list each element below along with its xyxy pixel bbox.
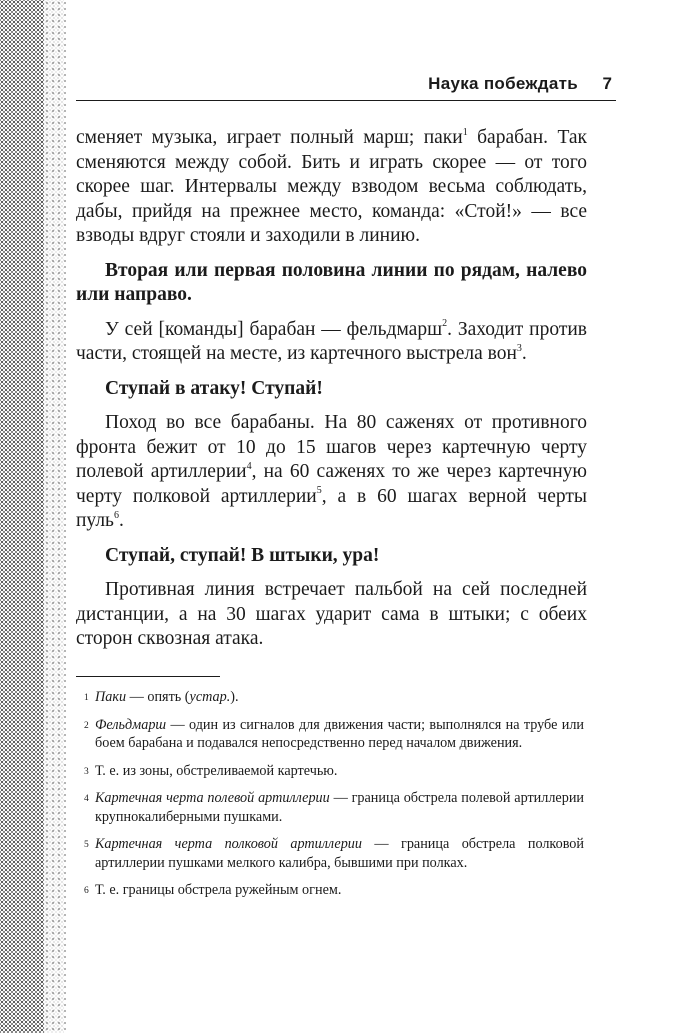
paragraph-1 [76, 126, 587, 249]
paragraph-text: , а в 60 шагах верной черты пуль [76, 485, 588, 531]
command-heading-3: Ступай, ступай! В штыки, ура! [105, 544, 380, 566]
command-heading-2: Ступай в атаку! Ступай! [105, 377, 323, 399]
footnote-number: 6 [84, 886, 89, 896]
footnote-ref: 2 [442, 318, 448, 329]
footnote-ref: 1 [462, 126, 468, 138]
footnote-number: 3 [84, 766, 89, 777]
footnotes [84, 688, 584, 909]
footnote-text: — граница обстрела полевой артиллерии крупнокалиберными пушками. [95, 790, 585, 825]
paragraph-text: . Заходит против части, стоящей на месте, из картечного выстрела вон [76, 318, 587, 364]
footnote-text: — опять ( [126, 689, 190, 705]
footnote-ref: 4 [246, 460, 252, 472]
footnote-6 [84, 881, 584, 900]
footnote-term: Картечная черта полковой артиллерии [95, 836, 362, 852]
running-header [76, 72, 616, 101]
page-number: 7 [602, 74, 612, 93]
paragraph-text: , на 60 саженях то же через картечную черту полковой артиллерии [76, 461, 587, 507]
paragraph-text: Поход во все барабаны. На 80 саженях от противного фронта бежит от 10 до 15 шагов через картечную черту полевой артиллерии [76, 412, 587, 482]
footnote-ref: 6 [113, 509, 119, 521]
footnote-number: 1 [84, 693, 89, 703]
footnote-5 [84, 835, 584, 872]
footnote-text: — граница обстрела полковой артиллерии пушками мелкого калибра, бывшими при полках. [95, 836, 584, 871]
footnote-number: 5 [84, 840, 89, 850]
footnote-text: ). [230, 689, 239, 705]
footnote-3 [84, 762, 584, 781]
footnote-text: — один из сигналов для движения части; выполнялся на трубе или боем барабана и подавался непосредственно перед началом движения. [95, 716, 584, 751]
footnote-text: Т. е. границы обстрела ружейным огнем. [95, 882, 342, 898]
footnote-4 [84, 789, 584, 826]
footnote-term: Фельдмарш [95, 716, 167, 733]
command-heading-1: Вторая или первая половина линии по рядам, налево или направо. [76, 259, 587, 305]
footnote-ref: 5 [316, 485, 322, 496]
paragraph-text: У сей [команды] барабан — фельдмарш [105, 318, 443, 340]
footnote-number: 2 [84, 720, 89, 731]
paragraph-2 [76, 318, 587, 367]
footnote-text: Т. е. из зоны, обстреливаемой картечью. [95, 762, 338, 779]
paragraph-text: . [118, 510, 124, 531]
paragraph-4: Противная линия встречает пальбой на сей последней дистанции, а на 30 шагах ударит сама в штыки; с обеих сторон сквозная атака. [76, 579, 587, 649]
main-text [76, 126, 587, 662]
footnote-divider [76, 676, 220, 677]
paragraph-text: сменяет музыка, играет полный марш; паки [76, 127, 463, 148]
paragraph-text: . [521, 343, 527, 364]
running-title: Наука побеждать [428, 74, 578, 93]
page-edge-fade [44, 0, 68, 1033]
footnote-2 [84, 716, 584, 753]
footnote-term: Картечная черта полевой артиллерии [95, 790, 330, 806]
footnote-1 [84, 688, 584, 707]
footnote-number: 4 [84, 794, 89, 804]
paragraph-3 [76, 411, 587, 534]
footnote-term: устар. [189, 689, 231, 705]
paragraph-text: барабан. Так сменяются между собой. Бить и играть скорее — от того скорее шаг. Интервалы между взводом весьма соблюдать, дабы, прийдя на прежнее место, команда: «Стой!» — все взводы вдруг стояли и заходили в линию. [76, 127, 587, 246]
footnote-term: Паки [95, 689, 127, 705]
footnote-ref: 3 [516, 342, 522, 354]
